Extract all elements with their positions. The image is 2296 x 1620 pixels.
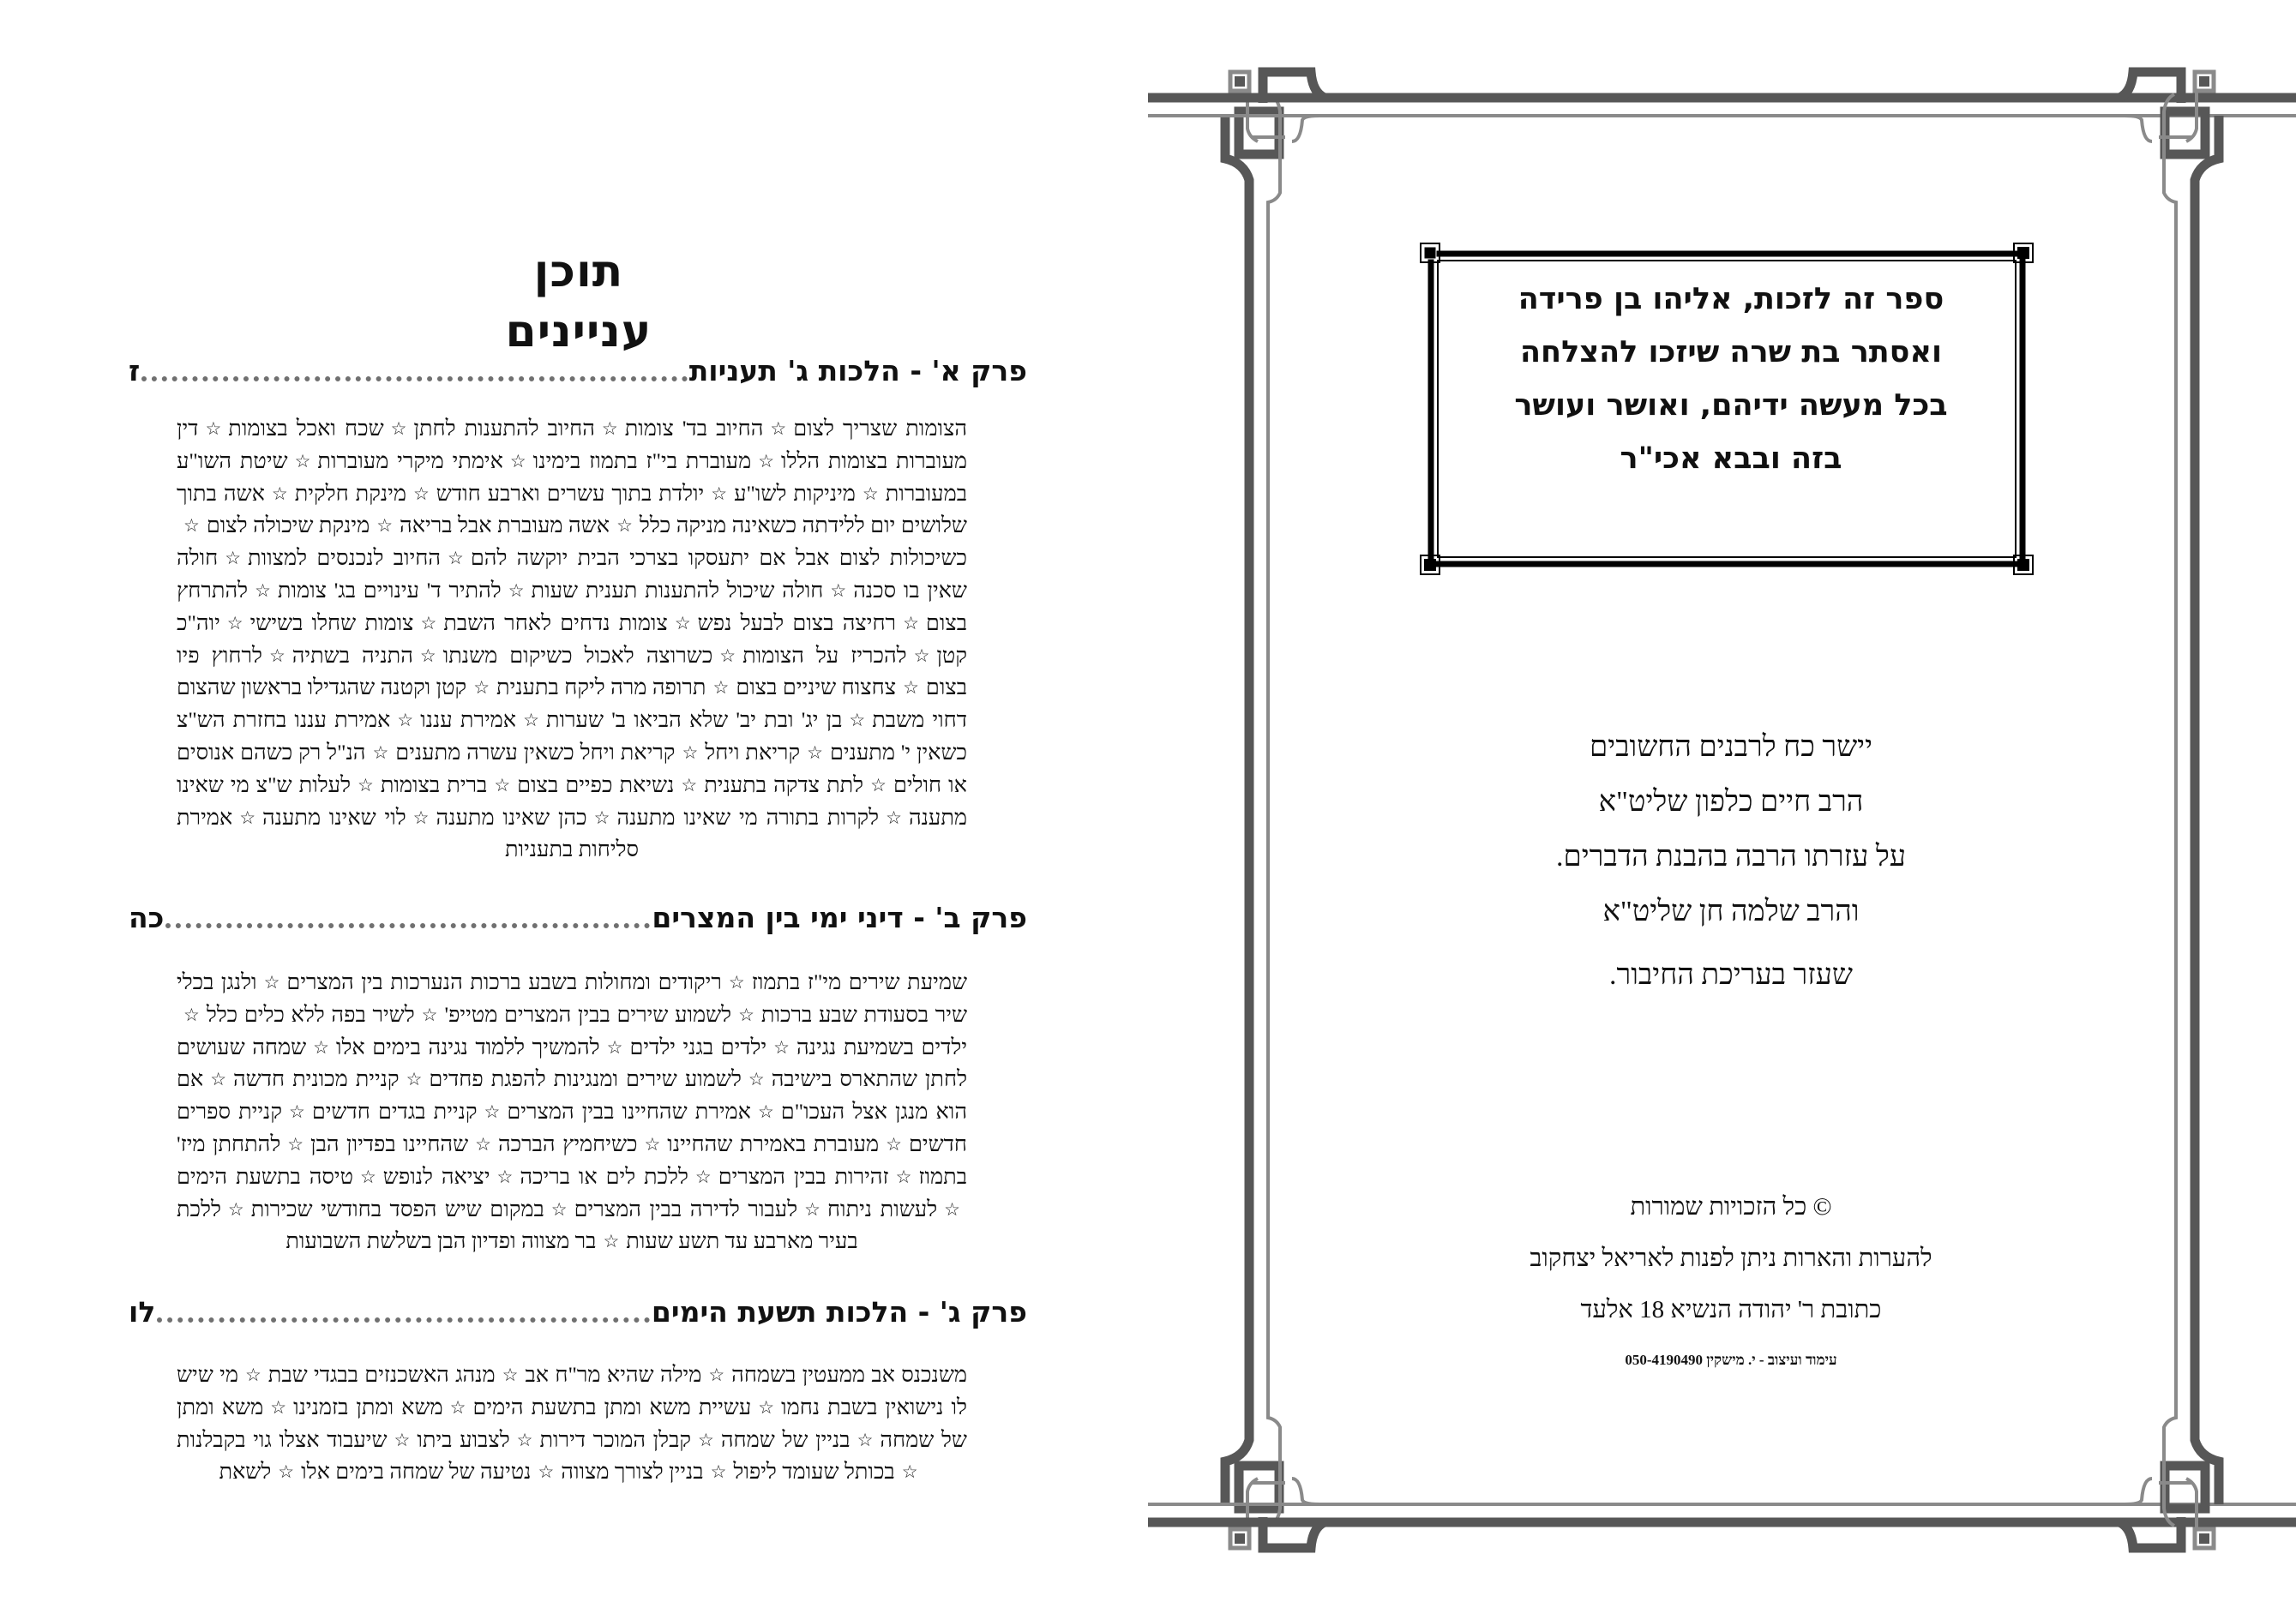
star-icon: ☆ — [738, 1004, 754, 1025]
star-icon: ☆ — [758, 1396, 775, 1418]
star-icon: ☆ — [271, 483, 288, 504]
topic-item: לקרות בתורה מי שאינו מתענה — [616, 804, 880, 830]
star-icon: ☆ — [421, 1004, 438, 1025]
star-icon: ☆ — [606, 1036, 623, 1058]
dot-leader — [141, 376, 688, 381]
topic-item: בר מצווה ופדיון הבן בשלשת השבועות — [285, 1228, 597, 1254]
topic-item: לעבור לדירה בבין המצרים — [574, 1196, 798, 1221]
dedication-line: ואסתר בת שרה שיזכו להצלחה — [1520, 335, 1942, 369]
topic-item: שיטת השו"ע במעוברות — [177, 447, 968, 506]
star-icon: ☆ — [708, 1365, 725, 1385]
dot-leader — [165, 923, 650, 928]
star-icon: ☆ — [509, 450, 526, 471]
star-icon: ☆ — [270, 1396, 287, 1418]
topic-item: לשיר בפה ללא כלים כלל — [206, 1001, 415, 1027]
topic-item: שהחיינו בפדיון הבן — [310, 1131, 469, 1156]
topic-item: משנכנס אב ממעטין בשמחה — [731, 1362, 967, 1387]
topic-item: כשיכולות לצום אבל אם יתעסקו בצרכי הבית יוקשה להם — [470, 545, 967, 571]
topic-item: לוי שאינו מתענה — [262, 804, 406, 830]
star-icon: ☆ — [603, 1231, 620, 1252]
copyright-block — [1482, 1181, 1980, 1373]
star-icon: ☆ — [944, 1198, 960, 1220]
chapter-title: פרק ג' - הלכות תשעת הימים — [651, 1295, 1027, 1329]
star-icon: ☆ — [694, 1166, 712, 1187]
topic-item: החיוב להתענות לחתן — [413, 416, 595, 441]
dedication-text — [1431, 273, 2031, 485]
star-icon: ☆ — [205, 418, 222, 439]
topic-item: התניה בשתיה — [292, 642, 413, 668]
topic-item: צחצוח שיניים בצום — [736, 675, 897, 700]
topic-item: בניין לצורך מצווה — [561, 1459, 704, 1485]
topic-item: לשמוע שירים בבין המצרים מטייפ' — [444, 1001, 732, 1027]
star-icon: ☆ — [449, 1396, 466, 1418]
star-icon: ☆ — [770, 418, 787, 439]
topic-item: בניין של שמחה — [720, 1426, 850, 1452]
topic-item: כהן שאינו מתענה — [436, 804, 587, 830]
chapter-page-number: כה — [129, 901, 165, 934]
star-icon: ☆ — [268, 645, 285, 666]
topic-item: הנ"ל רק כשהם אנוסים או חולים — [177, 739, 967, 797]
topic-item: משא ומתן של שמחה — [177, 1394, 967, 1452]
star-icon: ☆ — [698, 1429, 714, 1450]
topic-item: מי שיש לו נישואין בשבת נחמו — [177, 1362, 967, 1419]
star-icon: ☆ — [728, 972, 745, 993]
topic-item: קטן וקטנה שהגדילו בראשון שהצום דחוי משבת — [177, 675, 968, 733]
star-icon: ☆ — [681, 774, 698, 795]
star-icon: ☆ — [719, 645, 736, 666]
star-icon: ☆ — [244, 1365, 261, 1385]
star-icon: ☆ — [913, 645, 930, 666]
chapter-heading-2 — [129, 891, 1027, 939]
chapter-page-number: לו — [129, 1295, 156, 1329]
topic-item: אמירת עננו — [420, 707, 517, 733]
chapter-3-topics — [177, 1359, 967, 1489]
topic-item: לעלות ש"צ מי שאינו מתענה — [177, 771, 967, 830]
chapter-title: פרק ב' - דיני ימי בין המצרים — [652, 901, 1027, 934]
star-icon: ☆ — [390, 418, 407, 439]
dot-leader — [157, 1317, 650, 1323]
contact-line: להערות והארות ניתן לפנות לאריאל יצחקוב — [1530, 1245, 1932, 1272]
star-icon: ☆ — [804, 1198, 820, 1220]
topic-item: חולה שאין בו סכנה — [177, 545, 967, 603]
topic-item: להתחתן מיז' בתמוז — [177, 1131, 967, 1189]
star-icon: ☆ — [773, 1036, 790, 1058]
star-icon: ☆ — [674, 612, 691, 633]
thanks-line: על עזרתו הרבה בהבנת הדברים. — [1556, 841, 1906, 873]
topic-item: אם הוא מנגן אצל העכו"ם — [177, 1066, 967, 1125]
topic-item: קריאת ויחל כשאין עשרה מתענים — [395, 739, 676, 765]
star-icon: ☆ — [550, 1198, 568, 1220]
star-icon: ☆ — [710, 1461, 727, 1483]
topic-item: שיעבוד אצלו גוי בקבלנות — [177, 1426, 388, 1452]
star-icon: ☆ — [406, 1069, 423, 1090]
topic-item: מעוברת באמירת שהחיינו — [667, 1131, 880, 1156]
topic-item: צומות שחלו בשישי — [249, 609, 414, 635]
star-icon: ☆ — [494, 774, 511, 795]
star-icon: ☆ — [412, 807, 430, 828]
topic-item: קניית מכונית חדשה — [233, 1066, 400, 1092]
toc-title: תוכן עניינים — [505, 246, 652, 357]
star-icon: ☆ — [748, 1069, 765, 1090]
star-icon: ☆ — [516, 1429, 533, 1450]
topic-item: קבלן המוכר דירות — [539, 1426, 692, 1452]
thanks-line: שעזר בעריכת החיבור. — [1609, 959, 1853, 991]
topic-item: משא ומתן בזמנינו — [293, 1394, 443, 1419]
topic-item: בכותל שעומד ליפול — [733, 1459, 895, 1485]
topic-item: להמשיך ללמוד נגינה בימים אלו — [335, 1034, 600, 1059]
address-line: כתובת ר' יהודה הנשיא 18 אלעד — [1580, 1296, 1882, 1323]
topic-item: אמירת עננו בחזרת הש"צ כשאין י' מתענים — [177, 707, 968, 765]
star-icon: ☆ — [226, 612, 243, 633]
topic-item: שמחה שעושים לחתן שהתארס בישיבה — [177, 1034, 968, 1092]
chapter-1-topics — [177, 413, 967, 866]
star-icon: ☆ — [419, 645, 436, 666]
star-icon: ☆ — [886, 1133, 902, 1155]
topic-item: כשרוצה לאכול כשיקום משנתו — [442, 642, 713, 668]
star-icon: ☆ — [475, 1133, 491, 1155]
star-icon: ☆ — [807, 741, 823, 763]
topic-item: יציאה לנופש — [382, 1163, 490, 1189]
topic-item: חולה שיכול להתענות תענית שעות — [531, 577, 824, 603]
star-icon: ☆ — [644, 1133, 661, 1155]
topic-item: קניית ספרים חדשים — [177, 1099, 968, 1156]
topic-item: החיוב לנכנסים למצוות — [248, 545, 442, 571]
topic-item: קריאת ויחל — [705, 739, 801, 765]
star-icon: ☆ — [287, 1133, 304, 1155]
topic-item: אשה בתוך שלושים יום ללידתה כשאינה מניקה כלל — [177, 480, 967, 538]
star-icon: ☆ — [227, 1198, 244, 1220]
topic-item: לצבוע ביתו — [417, 1426, 510, 1452]
star-icon: ☆ — [601, 418, 618, 439]
topic-item: ללכת לים או בריכה — [520, 1163, 688, 1189]
topic-item: לתת צדקה בתענית — [704, 771, 864, 797]
copyright-notice: © כל הזכויות שמורות — [1630, 1193, 1832, 1221]
star-icon: ☆ — [225, 548, 242, 569]
star-icon: ☆ — [711, 483, 728, 504]
chapter-heading-3 — [129, 1286, 1027, 1334]
topic-item: לעשות ניתוח — [826, 1196, 938, 1221]
topic-item: נטיעה של שמחה בימים אלו — [301, 1459, 532, 1485]
topic-item: אשה מעוברת אבל בריאה — [400, 513, 610, 538]
topic-item: ילדים בגני ילדים — [629, 1034, 767, 1059]
star-icon: ☆ — [359, 1166, 376, 1187]
topic-item: מעוברת בי"ז בתמוז בימינו — [532, 447, 752, 473]
star-icon: ☆ — [263, 972, 280, 993]
topic-item: רחיצה בצום לבעל נפש — [697, 609, 897, 635]
star-icon: ☆ — [255, 579, 271, 601]
star-icon: ☆ — [412, 483, 430, 504]
star-icon: ☆ — [502, 1365, 519, 1385]
star-icon: ☆ — [473, 677, 490, 699]
chapter-2-topics — [177, 967, 967, 1258]
star-icon: ☆ — [538, 1461, 555, 1483]
topic-item: זהירות בבין המצרים — [718, 1163, 889, 1189]
topic-item: לשאת — [219, 1459, 272, 1485]
topic-item: קניית בגדים חדשים — [311, 1099, 478, 1125]
star-icon: ☆ — [682, 741, 699, 763]
topic-item: הצומות שצריך לצום — [793, 416, 968, 441]
star-icon: ☆ — [757, 1101, 774, 1123]
star-icon: ☆ — [830, 579, 847, 601]
topic-item: ריקודים ומחולות בשבע ברכות הנערכות בין המצרים — [286, 969, 722, 994]
topic-item: אמירת שהחיינו בבין המצרים — [507, 1099, 751, 1125]
star-icon: ☆ — [758, 450, 775, 471]
dedication-page — [1148, 0, 2296, 1620]
chapter-title: פרק א' - הלכות ג' תעניות — [688, 354, 1027, 387]
star-icon: ☆ — [448, 548, 464, 569]
dedication-line: בזה ובבא אכי"ר — [1620, 441, 1842, 476]
topic-item: יולדת בתוך עשרים וארבע חודש — [436, 480, 705, 506]
star-icon: ☆ — [593, 807, 610, 828]
star-icon: ☆ — [895, 1166, 912, 1187]
star-icon: ☆ — [372, 741, 389, 763]
star-icon: ☆ — [420, 612, 437, 633]
star-icon: ☆ — [849, 710, 866, 731]
topic-item: שמיעת שירים מי"ז בתמוז — [751, 969, 968, 994]
star-icon: ☆ — [397, 710, 414, 731]
topic-item: ולנגן בכלי שיר בסעודת שבע ברכות — [177, 969, 968, 1027]
star-icon: ☆ — [239, 807, 256, 828]
topic-item: מילה שהיא מר"ח אב — [525, 1362, 702, 1387]
star-icon: ☆ — [294, 450, 311, 471]
star-icon: ☆ — [886, 807, 902, 828]
topic-item: טיסה בתשעת הימים — [177, 1163, 353, 1189]
topic-item: דין מעוברות בצומות הללו — [177, 416, 967, 473]
topic-item: ללכת בעיר מארבע עד תשע שעות — [177, 1196, 858, 1254]
star-icon: ☆ — [313, 1036, 329, 1058]
layout-credit: עימוד ועיצוב - י. מישקין 050-4190490 — [1625, 1352, 1837, 1368]
topic-item: אמירת סליחות בתעניות — [177, 804, 639, 862]
star-icon: ☆ — [523, 710, 539, 731]
dedication-line: בכל מעשה ידיהם, ואושר ועושר — [1514, 388, 1948, 423]
star-icon: ☆ — [484, 1101, 501, 1123]
star-icon: ☆ — [210, 1069, 227, 1090]
thanks-line: הרב חיים כלפון שליט"א — [1598, 786, 1864, 818]
topic-item: החיוב בד' צומות — [624, 416, 764, 441]
star-icon: ☆ — [508, 579, 525, 601]
acknowledgements — [1474, 720, 1988, 1003]
chapter-heading-1 — [129, 345, 1027, 393]
star-icon: ☆ — [616, 515, 633, 537]
thanks-line: והרב שלמה חן שליט"א — [1602, 896, 1860, 927]
topic-item: בן יג' ובת יב' שלא הביאו ב' שערות — [545, 707, 843, 733]
topic-item: מנהג האשכנזים בבגדי שבת — [267, 1362, 496, 1387]
topic-item: להתרחץ בצום — [177, 577, 968, 635]
topic-item: תרופה מרה ליקח בתענית — [496, 675, 706, 700]
topic-item: לשמוע שירים ומנגינות להפגת פחדים — [429, 1066, 742, 1092]
topic-item: ילדים בשמיעת נגינה — [796, 1034, 968, 1059]
topic-item: יוה"כ קטן — [177, 609, 967, 668]
star-icon: ☆ — [358, 774, 374, 795]
topic-item: נשיאת כפיים בצום — [517, 771, 675, 797]
star-icon: ☆ — [903, 677, 919, 699]
topic-item: מינקת חלקית — [294, 480, 406, 506]
topic-item: מיניקות לשו"ע — [734, 480, 856, 506]
dedication-line: ספר זה לזכות, אליהו בן פרידה — [1518, 282, 1944, 316]
star-icon: ☆ — [901, 1461, 918, 1483]
topic-item: כשיחמיץ הברכה — [497, 1131, 638, 1156]
star-icon: ☆ — [870, 774, 887, 795]
star-icon: ☆ — [862, 483, 879, 504]
star-icon: ☆ — [376, 515, 394, 537]
topic-item: לרחוץ פיו בצום — [177, 642, 968, 700]
topic-item: עשיית משא ומתן בתשעת הימים — [472, 1394, 752, 1419]
topic-item: ברית בצומות — [380, 771, 488, 797]
topic-item: מינקת שיכולה לצום — [206, 513, 370, 538]
topic-item: צומות נדחים לאחר השבת — [443, 609, 668, 635]
star-icon: ☆ — [856, 1429, 874, 1450]
thanks-line: יישר כח לרבנים החשובים — [1590, 731, 1872, 763]
topic-item: אימתי מיקרי מעוברות — [317, 447, 503, 473]
topic-item: להתיר ד' עינויים בג' צומות — [277, 577, 502, 603]
topic-item: במקום שיש הפסד בחודשי שכירות — [250, 1196, 544, 1221]
star-icon: ☆ — [394, 1429, 411, 1450]
star-icon: ☆ — [288, 1101, 305, 1123]
star-icon: ☆ — [278, 1461, 295, 1483]
star-icon: ☆ — [183, 1004, 200, 1025]
star-icon: ☆ — [903, 612, 919, 633]
topic-item: שכח ואכל בצומות — [228, 416, 384, 441]
star-icon: ☆ — [183, 515, 200, 537]
star-icon: ☆ — [496, 1166, 514, 1187]
chapter-page-number: ז — [129, 354, 141, 387]
star-icon: ☆ — [712, 677, 730, 699]
topic-item: להכריז על הצומות — [742, 642, 907, 668]
